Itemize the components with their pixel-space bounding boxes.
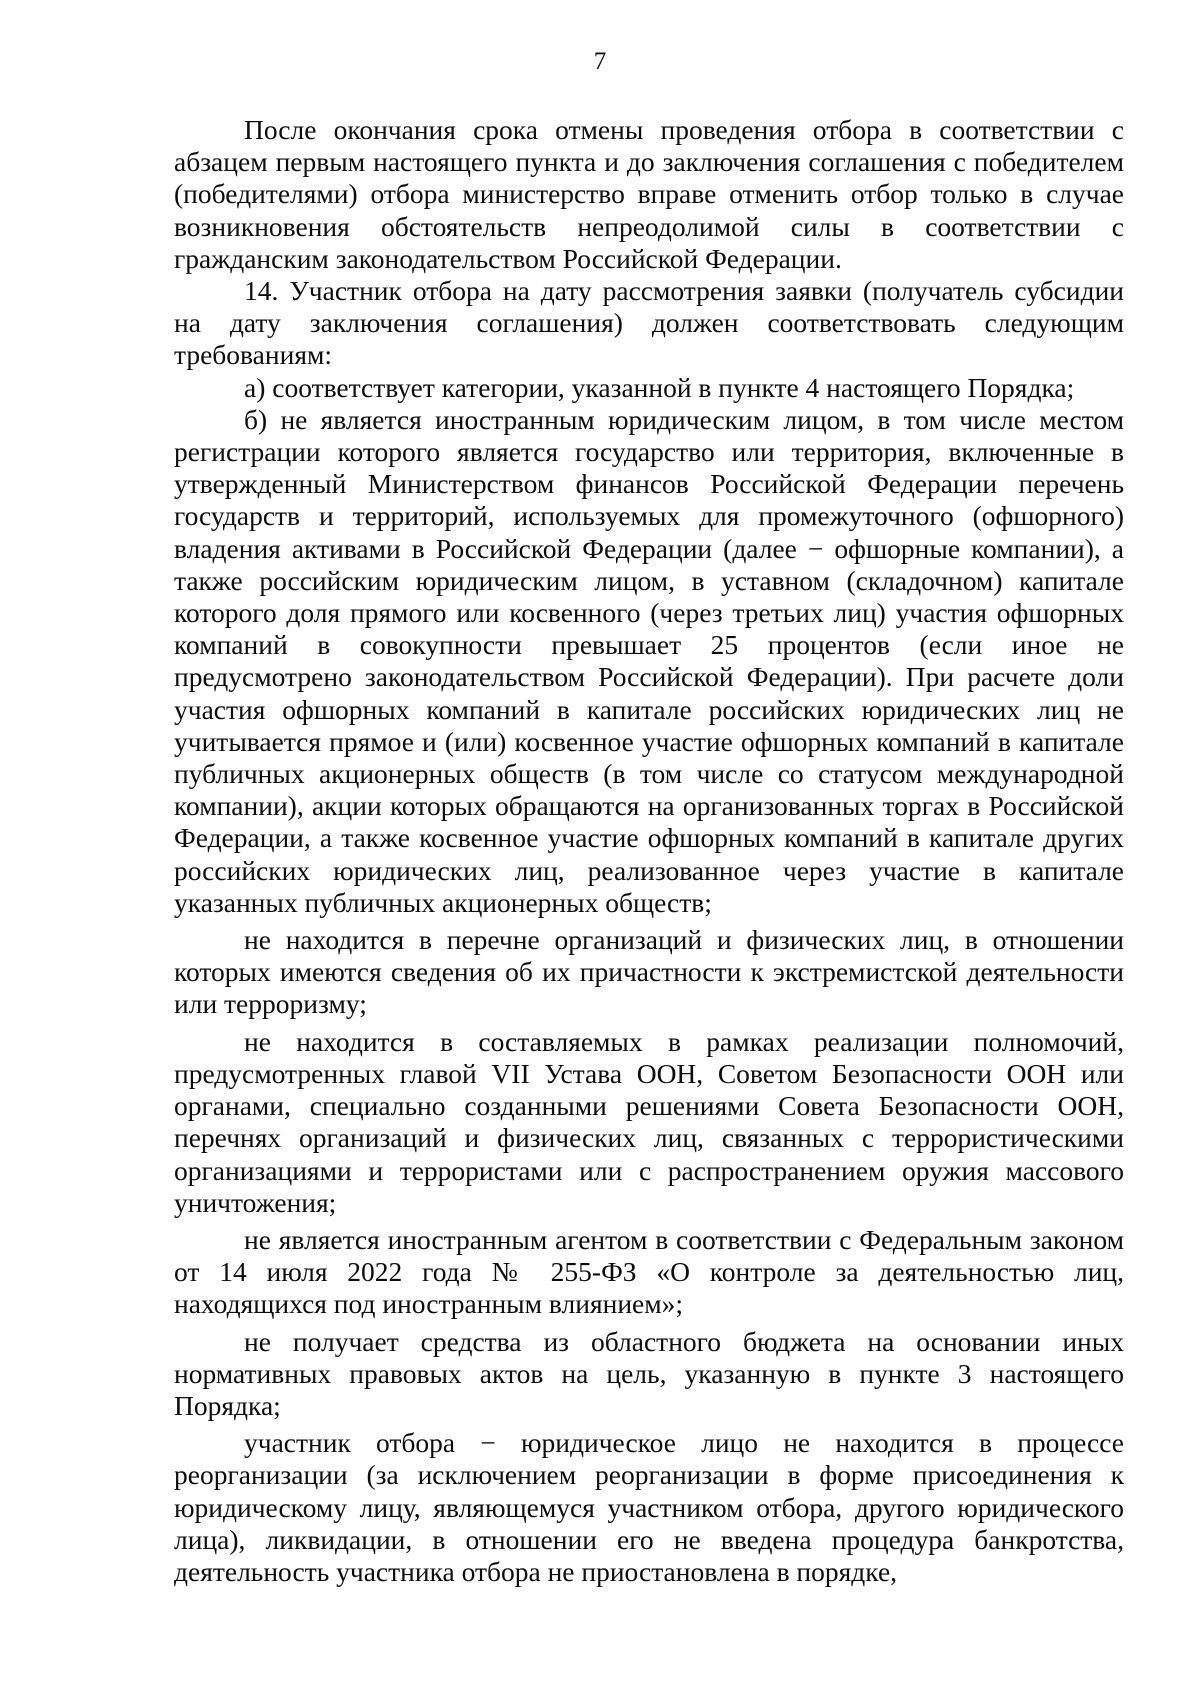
paragraph-regional-budget-funds: не получает средства из областного бюджета на основании иных нормативных правовых актов на цель, указанную в пункте 3 настоящего Порядка; (174, 1325, 1124, 1421)
paragraph-extremism-list: не находится в перечне организаций и физических лиц, в отношении которых имеются сведения об их причастности к экстремистской деятельности или терроризму; (174, 924, 1124, 1020)
paragraph-a-category: а) соответствует категории, указанной в пункте 4 настоящего Порядка; (244, 371, 1075, 403)
paragraph-foreign-agent: не является иностранным агентом в соответствии с Федеральным законом от 14 июля 2022 года № 255-ФЗ «О контроле за деятельностью лиц, находящихся под иностранным влиянием»; (174, 1223, 1124, 1320)
paragraph-reorganization-liquidation: участник отбора − юридическое лицо не находится в процессе реорганизации (за исключением реорганизации в форме присоединения к юридическому лицу, являющемуся участником отбора, другого юридического лица), ликвидации, в отношении его не введена процедура банкротства, деятельность участника отбора не приостановлена в порядке, (174, 1427, 1124, 1587)
paragraph-un-sanctions-list: не находится в составляемых в рамках реализации полномочий, предусмотренных главой VII Устава ООН, Советом Безопасности ООН или органами, специально созданными решениями Совета Безопасности ООН, перечнях организаций и физических лиц, связанных с террористическими организациями и террористами или с распространением оружия массового уничтожения; (174, 1025, 1124, 1218)
document-body (174, 114, 1124, 1588)
page-number: 7 (593, 48, 607, 75)
paragraph-b-foreign-entity: б) не является иностранным юридическим лицом, в том числе местом регистрации которого является государство или территория, включенные в утвержденный Министерством финансов Российской Федерации перечень государств и территорий, используемых для промежуточного (офшорного) владения активами в Российской Федерации (далее − офшорные компании), а также российским юридическим лицом, в уставном (складочном) капитале которого доля прямого или косвенного (через третьих лиц) участия офшорных компаний в совокупности превышает 25 процентов (если иное не предусмотрено законодательством Российской Федерации). При расчете доли участия офшорных компаний в капитале российских юридических лиц не учитывается прямое и (или) косвенное участие офшорных компаний в капитале публичных акционерных обществ (в том числе со статусом международной компании), акции которых обращаются на организованных торгах в Российской Федерации, а также косвенное участие офшорных компаний в капитале других российских юридических лиц, реализованное через участие в капитале указанных публичных акционерных обществ; (174, 403, 1124, 918)
paragraph-14-participant-requirements: 14. Участник отбора на дату рассмотрения заявки (получатель субсидии на дату заключения соглашения) должен соответствовать следующим требованиям: (174, 275, 1124, 371)
paragraph-cancellation-after-deadline: После окончания срока отмены проведения отбора в соответствии с абзацем первым настоящего пункта и до заключения соглашения с победителем (победителями) отбора министерство вправе отменить отбор только в случае возникновения обстоятельств непреодолимой силы в соответствии с гражданским законодательством Российской Федерации. (174, 114, 1124, 274)
